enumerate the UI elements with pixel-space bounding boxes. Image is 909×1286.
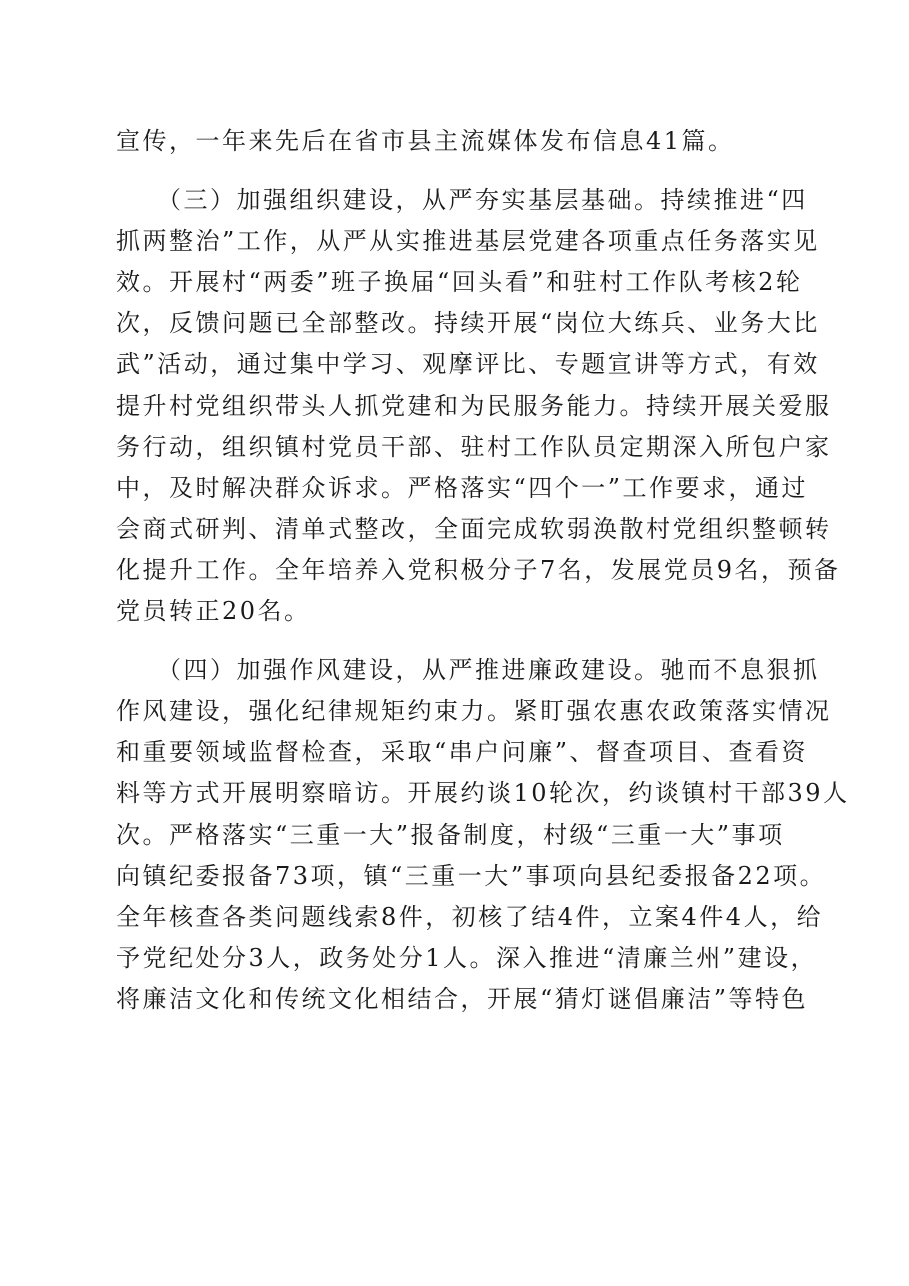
text-line: 中，及时解决群众诉求。严格落实“四个一”工作要求，通过	[116, 473, 809, 502]
text-line: 务行动，组织镇村党员干部、驻村工作队员定期深入所包户家	[116, 432, 832, 461]
text-line: （三）加强组织建设，从严夯实基层基础。持续推进“四	[116, 186, 808, 215]
text-line: 和重要领域监督检查，采取“串户问廉”、督查项目、查看资	[116, 738, 809, 767]
text-line: 抓两整治”工作，从严从实推进基层党建各项重点任务落实见	[116, 227, 820, 256]
text-line: 化提升工作。全年培养入党积极分子7名，发展党员9名，预备	[116, 555, 841, 584]
text-line: （四）加强作风建设，从严推进廉政建设。驰而不息狠抓	[116, 656, 820, 685]
text-line: 党员转正20名。	[116, 597, 311, 626]
text-line: 将廉洁文化和传统文化相结合，开展“猜灯谜倡廉洁”等特色	[116, 984, 809, 1013]
document-body	[116, 121, 850, 1020]
text-line: 予党纪处分3人，政务处分1人。深入推进“清廉兰州”建设，	[116, 943, 818, 972]
text-line: 全年核查各类问题线索8件，初核了结4件，立案4件4人，给	[116, 902, 824, 931]
text-line: 次。严格落实“三重一大”报备制度，村级“三重一大”事项	[116, 820, 785, 849]
text-line: 会商式研判、清单式整改，全面完成软弱涣散村党组织整顿转	[116, 514, 832, 543]
text-line: 料等方式开展明察暗访。开展约谈10轮次，约谈镇村干部39人	[116, 779, 850, 808]
text-line: 次，反馈问题已全部整改。持续开展“岗位大练兵、业务大比	[116, 309, 820, 338]
text-line: 效。开展村“两委”班子换届“回头看”和驻村工作队考核2轮	[116, 268, 803, 297]
text-line: 向镇纪委报备73项，镇“三重一大”事项向县纪委报备22项。	[116, 861, 827, 890]
paragraph-gap	[116, 162, 796, 180]
paragraph-gap	[116, 632, 796, 650]
text-line: 宣传，一年来先后在省市县主流媒体发布信息41篇。	[116, 127, 735, 155]
text-line: 作风建设，强化纪律规矩约束力。紧盯强农惠农政策落实情况	[116, 697, 832, 726]
text-line: 提升村党组织带头人抓党建和为民服务能力。持续开展关爱服	[116, 391, 832, 420]
text-line: 武”活动，通过集中学习、观摩评比、专题宣讲等方式，有效	[116, 350, 820, 379]
